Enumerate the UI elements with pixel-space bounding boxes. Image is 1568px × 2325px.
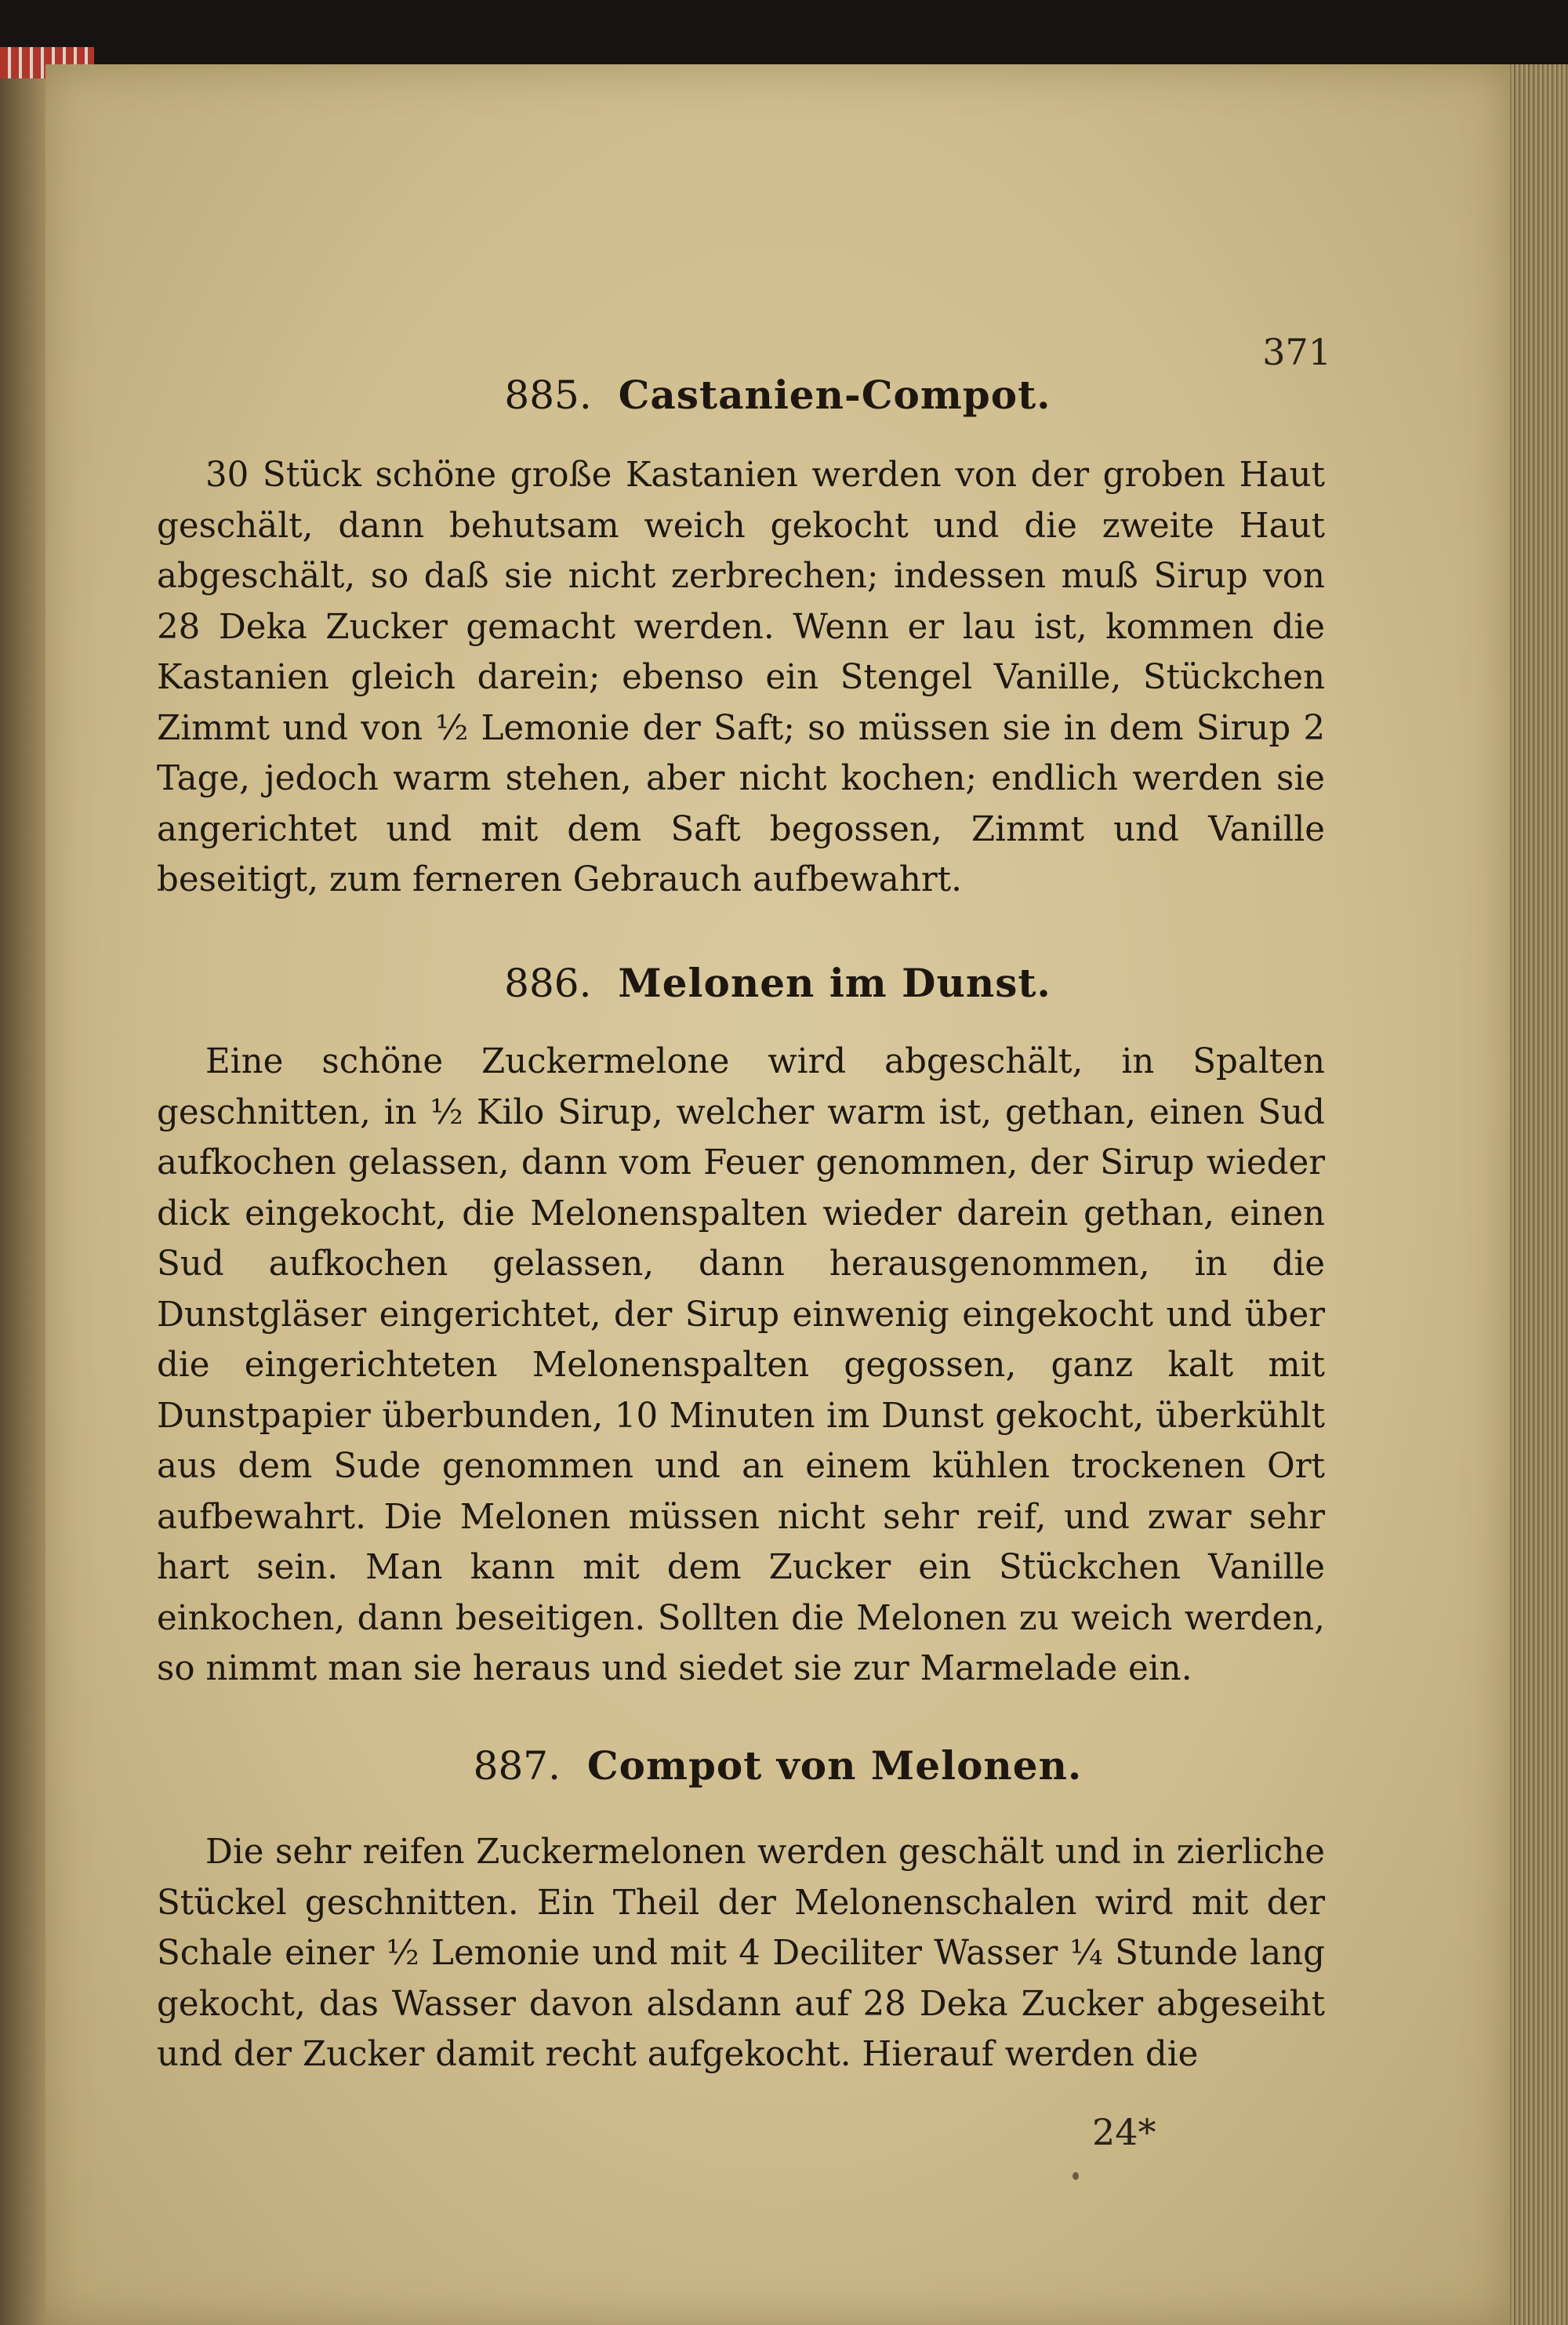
recipe-title: Melonen im Dunst. [618,960,1051,1006]
recipe-number: 886. [504,961,592,1006]
recipe-title: Compot von Melonen. [586,1742,1083,1789]
recipe-text: 30 Stück schöne große Kastanien werden von der groben Haut geschält, dann behutsam weich gekocht und die zweite Haut abgeschält, so daß sie nicht zerbrechen; indessen muß Sirup von 28 Deka Zucker gemacht werden. Wenn er lau ist, kommen die Kastanien gleich darein; ebenso ein Stengel Vanille, Stückchen Zimmt und von ½ Lemonie der Saft; so müssen sie in dem Sirup 2 Tage, jedoch warm stehen, aber nicht kochen; endlich werden sie angerichtet und mit dem Saft begossen, Zimmt und Vanille beseitigt, zum ferneren Gebrauch aufbewahrt. [157,456,1325,899]
paper-speck [1073,2172,1079,2180]
recipe-heading [45,960,1510,1006]
recipe-number: 885. [504,372,592,418]
book-binding-edge [0,47,49,2325]
printer-signature: 24* [1092,2111,1156,2153]
recipe-title: Castanien-Compot. [618,372,1051,418]
scanner-background [0,0,1568,71]
recipe-text: Die sehr reifen Zuckermelonen werden geschält und in zierliche Stückel geschnitten. Ein Theil der Melonenschalen wird mit der Schale einer ½ Lemonie und mit 4 Deciliter Wasser ¼ Stunde lang gekocht, das Wasser davon alsdann auf 28 Deka Zucker abgeseiht und der Zucker damit recht aufgekocht. Hierauf werden die [157,1833,1325,2074]
recipe-text: Eine schöne Zuckermelone wird abgeschält, in Spalten geschnitten, in ½ Kilo Sirup, welcher warm ist, gethan, einen Sud aufkochen gelassen, dann vom Feuer genommen, der Sirup wieder dick eingekocht, die Melonenspalten wieder darein gethan, einen Sud aufkochen gelassen, dann herausgenommen, in die Dunstgläser eingerichtet, der Sirup einwenig eingekocht und über die eingerichteten Melonenspalten gegossen, ganz kalt mit Dunstpapier überbunden, 10 Minuten im Dunst gekocht, überkühlt aus dem Sude genommen und an einem kühlen trockenen Ort aufbewahrt. Die Melonen müssen nicht sehr reif, und zwar sehr hart sein. Man kann mit dem Zucker ein Stückchen Vanille einkochen, dann beseitigen. Sollten die Melonen zu weich werden, so nimmt man sie heraus und siedet sie zur Marmelade ein. [157,1042,1325,1688]
recipe-heading [45,372,1510,418]
book-page [45,64,1510,2325]
page-number: 371 [1262,331,1331,373]
recipe-number: 887. [473,1743,561,1789]
page-stack-edge [1510,64,1568,2325]
recipe-heading [45,1742,1510,1789]
